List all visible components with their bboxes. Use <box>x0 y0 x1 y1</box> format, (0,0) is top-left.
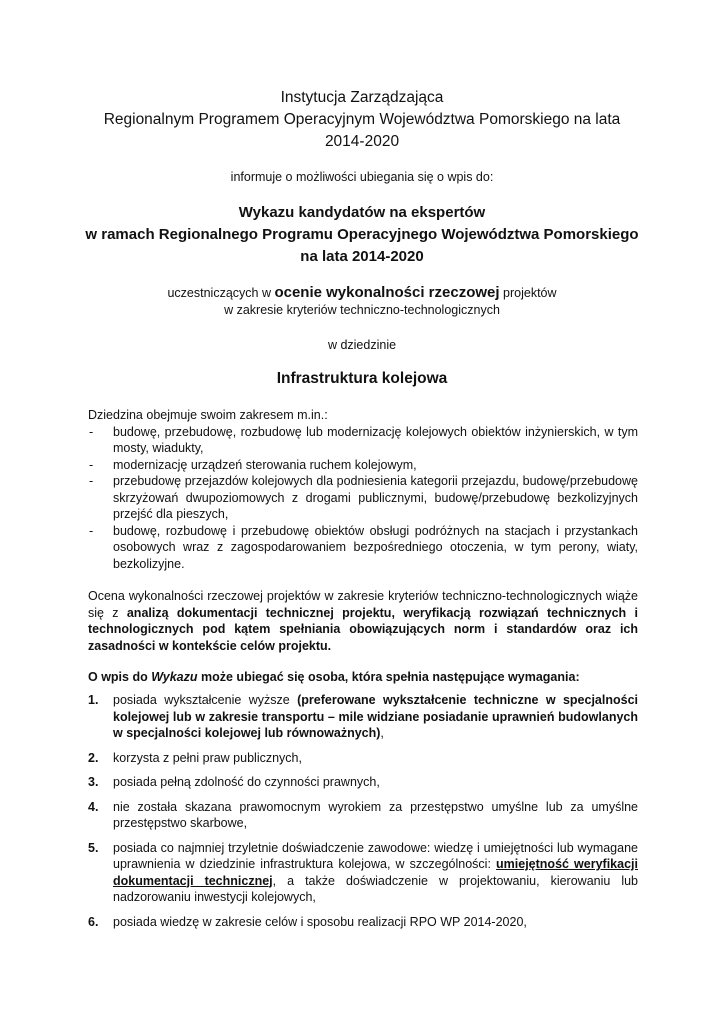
subtitle <box>60 284 664 319</box>
info-line: informuje o możliwości ubiegania się o wpis do: <box>230 170 494 184</box>
issuer-header <box>60 87 664 153</box>
requirement-item <box>88 750 638 767</box>
requirement-number: 3. <box>88 775 99 789</box>
requirement-bold-text: umiejętność weryfikacji dokumentacji technicznej <box>113 857 638 888</box>
scope-list <box>88 424 638 573</box>
requirement-text: posiada co najmniej trzyletnie doświadczenie zawodowe: wiedzę i umiejętności lub wymagane uprawnienia w dziedzinie infrastruktura kolejowa, w szczególności: <box>113 840 638 871</box>
subtitle-pre: uczestniczących w <box>167 286 275 300</box>
scope-item <box>88 424 638 457</box>
requirement-tail: , <box>380 726 384 740</box>
subtitle-line-2: w zakresie kryteriów techniczno-technologicznych <box>224 303 500 317</box>
requirements-intro <box>88 670 580 684</box>
scope-section <box>88 407 638 572</box>
scope-item-text: budowę, rozbudowę i przebudowę obiektów obsługi podróżnych na stacjach i przystankach osobowych wraz z zagospodarowaniem bezpośredniego otoczenia, w tym perony, wiaty, bezkolizyjne. <box>113 523 638 571</box>
assessment-bold-text: analizą dokumentacji technicznej projektu, weryfikacją rozwiązań technicznych i technologicznych pod kątem spełniania obowiązujących norm i standardów oraz ich zasadności w kontekście celów projektu. <box>88 605 638 653</box>
requirement-text: posiada pełną zdolność do czynności prawnych, <box>113 775 380 789</box>
requirements-intro-pre: O wpis do <box>88 670 152 684</box>
requirement-number: 5. <box>88 840 99 855</box>
domain-title: Infrastruktura kolejowa <box>276 370 448 387</box>
requirement-number: 6. <box>88 914 99 929</box>
scope-item <box>88 523 638 573</box>
requirement-tail: , a także doświadczenie w projektowaniu, kierowaniu lub nadzorowaniu inwestycji kolejowych, <box>113 873 639 904</box>
requirements-list <box>88 692 638 938</box>
scope-item-text: przebudowę przejazdów kolejowych dla podniesienia kategorii przejazdu, budowę/przebudowę skrzyżowań dwupoziomowych z drogami publicznymi, budowę/przebudowę bezkolizyjnych przejść dla pieszych, <box>113 474 638 521</box>
requirement-item <box>88 914 638 931</box>
requirement-item <box>88 774 638 791</box>
requirement-text: posiada wiedzę w zakresie celów i sposobu realizacji RPO WP 2014-2020, <box>113 914 527 929</box>
domain-label: w dziedzinie <box>327 338 397 352</box>
scope-item-text: budowę, przebudowę, rozbudowę lub modernizację kolejowych obiektów inżynierskich, w tym mosty, wiadukty, <box>113 424 638 455</box>
scope-item-text: modernizację urządzeń sterowania ruchem kolejowym, <box>113 457 417 472</box>
requirement-item <box>88 799 638 832</box>
scope-intro: Dziedzina obejmuje swoim zakresem m.in.: <box>88 408 328 422</box>
document-title <box>40 202 684 268</box>
requirement-text: korzysta z pełni praw publicznych, <box>113 750 302 765</box>
dash-bullet: - <box>89 457 94 472</box>
scope-item <box>88 457 638 474</box>
requirement-number: 1. <box>88 693 99 707</box>
requirement-item <box>88 840 638 906</box>
subtitle-post: projektów <box>499 286 557 300</box>
requirement-number: 2. <box>88 750 99 765</box>
dash-bullet: - <box>89 523 94 538</box>
issuer-line-2: Regionalnym Programem Operacyjnym Województwa Pomorskiego na lata <box>103 111 621 128</box>
dash-bullet: - <box>89 424 94 439</box>
requirement-number: 4. <box>88 799 99 814</box>
title-line-1: Wykazu kandydatów na ekspertów <box>238 204 486 221</box>
requirements-intro-italic: Wykazu <box>151 670 198 684</box>
issuer-line-1: Instytucja Zarządzająca <box>280 89 444 106</box>
requirements-intro-post: może ubiegać się osoba, która spełnia następujące wymagania: <box>197 670 580 684</box>
title-line-2: w ramach Regionalnego Programu Operacyjnego Województwa Pomorskiego <box>85 226 639 243</box>
title-line-3: na lata 2014-2020 <box>300 248 424 265</box>
requirement-item <box>88 692 638 742</box>
assessment-paragraph <box>88 588 638 654</box>
dash-bullet: - <box>89 474 94 488</box>
scope-item <box>88 473 638 523</box>
issuer-line-3: 2014-2020 <box>324 133 400 150</box>
assessment-text: Ocena wykonalności rzeczowej projektów w zakresie kryteriów techniczno-technologicznych wiąże się z <box>88 589 638 620</box>
requirement-text: posiada wykształcenie wyższe <box>113 693 298 707</box>
subtitle-emphasis: ocenie wykonalności rzeczowej <box>274 284 500 301</box>
requirement-text: nie została skazana prawomocnym wyrokiem za przestępstwo umyślne lub za umyślne przestępstwo skarbowe, <box>113 799 638 830</box>
requirement-bold-text: (preferowane wykształcenie techniczne w specjalności kolejowej lub w zakresie transportu – mile widziane posiadanie uprawnień budowlanych w specjalności kolejowej lub równoważnych) <box>113 693 639 740</box>
